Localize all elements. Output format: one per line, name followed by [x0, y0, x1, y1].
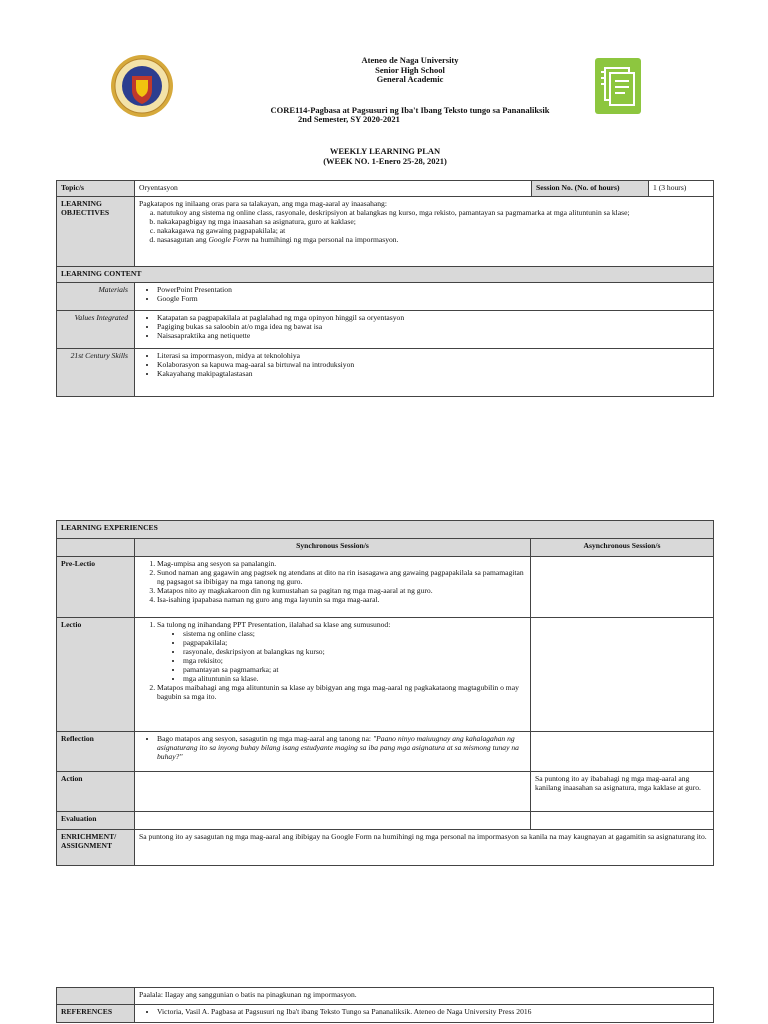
objectives-list [139, 208, 709, 244]
session-value: 1 (3 hours) [649, 181, 714, 197]
list-item: • rasyonale, deskripsiyon at balangkas ng kurso; [183, 647, 526, 656]
content-label: LEARNING CONTENT [57, 267, 714, 283]
objectives-cell [135, 197, 714, 267]
prelectio-async [531, 557, 714, 618]
objective-item: a. natutukoy ang sistema ng online class, rasyonale, deskripsiyon at balangkas ng kurso, mga rekisto, pamantayan sa pagmamarka at mga alituntunin sa klase; [157, 208, 709, 217]
async-header: Asynchronous Session/s [531, 539, 714, 557]
prelectio-list [139, 559, 526, 604]
list-item: • pamantayan sa pagmamarka; at [183, 665, 526, 674]
enrichment-label: ENRICHMENT/ ASSIGNMENT [57, 830, 135, 866]
course-title: CORE114-Pagbasa at Pagsusuri ng Iba't Ibang Teksto tungo sa Pananaliksik [270, 104, 550, 115]
action-sync [135, 772, 531, 812]
experiences-heading: LEARNING EXPERIENCES [57, 521, 714, 539]
list-item: 1. Mag-umpisa ang sesyon sa panalangin. [157, 559, 526, 568]
lectio-sublist [157, 629, 526, 683]
list-item: • mga alituntunin sa klase. [183, 674, 526, 683]
objective-item: b. nakakapagbigay ng mga inaasahan sa asignatura, guro at kaklase; [157, 217, 709, 226]
list-item: • PowerPoint Presentation [157, 285, 709, 294]
values-label: Values Integrated [57, 311, 135, 349]
session-label: Session No. (No. of hours) [532, 181, 649, 197]
action-label: Action [57, 772, 135, 812]
list-item: 2. Sunod naman ang gagawin ang pagtsek ng atendans at dito na rin isasagawa ang gawaing pagpapakilala sa pamamagitan ng pagsagot sa ibibigay na mga tanong ng guro. [157, 568, 526, 586]
reflection-cell [135, 732, 531, 772]
plan-title-week: (WEEK NO. 1-Enero 25-28, 2021) [323, 155, 447, 166]
prelectio-cell [135, 557, 531, 618]
references-list [139, 1007, 709, 1016]
list-item: 1. Sa tulong ng inihandang PPT Presentation, ilalahad sa klase ang sumusunod: • sistema ng online class; • pagpapakilala; • rasyonale, deskripsiyon at balangkas ng kurso; • mga rekisito; • pamantayan sa pagmamarka; at • mga alituntunin sa klase. [157, 620, 526, 683]
note-blank [57, 988, 135, 1005]
prelectio-label: Pre-Lectio [57, 557, 135, 618]
school-name: Senior High School [375, 64, 445, 75]
action-async: Sa puntong ito ay ibabahagi ng mga mag-aaral ang kanilang inaasahan sa asignatura, mga kaklase at guro. [531, 772, 714, 812]
lectio-label: Lectio [57, 618, 135, 732]
list-item: • mga rekisito; [183, 656, 526, 665]
plan-title [250, 147, 520, 166]
list-item: • Kakayahang makipagtalastasan [157, 369, 709, 378]
references-table [56, 987, 714, 1023]
objectives-label: LEARNING OBJECTIVES [57, 197, 135, 267]
values-cell [135, 311, 714, 349]
list-item: 3. Matapos nito ay magkakaroon din ng kumustahan sa pagitan ng mga mag-aaral at ng guro. [157, 586, 526, 595]
list-item: • Google Form [157, 294, 709, 303]
list-item: • Kolaborasyon sa kapuwa mag-aaral sa birtuwal na introduksiyon [157, 360, 709, 369]
corner-cell [57, 539, 135, 557]
university-seal-logo [110, 54, 174, 118]
list-item: • pagpapakilala; [183, 638, 526, 647]
materials-label: Materials [57, 283, 135, 311]
skills-cell [135, 349, 714, 397]
references-cell [135, 1005, 714, 1023]
objective-item: c. nakakagawa ng gawaing pagpapakilala; at [157, 226, 709, 235]
list-item: • Naisasapraktika ang netiquette [157, 331, 709, 340]
list-item: 2. Matapos maibahagi ang mga alituntunin sa klase ay bibigyan ang mga mag-aaral ng pagkakataong magtagubilin o may bagubin sa mga ito. [157, 683, 526, 701]
objectives-intro: Pagkatapos ng inilaang oras para sa talakayan, ang mga mag-aaral ay inaasahang: [139, 199, 387, 208]
list-item: • Pagiging bukas sa saloobin at/o mga idea ng bawat isa [157, 322, 709, 331]
university-name: Ateneo de Naga University [361, 55, 459, 65]
topic-label: Topic/s [57, 181, 135, 197]
skills-label: 21st Century Skills [57, 349, 135, 397]
enrichment-cell: Sa puntong ito ay sasagutan ng mga mag-aaral ang ibibigay na Google Form na humihingi ng mga personal na impormasyon sa kanila na may kaugnayan at gagamitin sa asignaturang ito. [135, 830, 714, 866]
experiences-table [56, 520, 714, 866]
list-item: • Victoria, Vasil A. Pagbasa at Pagsusuri ng Iba't ibang Teksto Tungo sa Pananaliksik. Ateneo de Naga University Press 2016 [157, 1007, 709, 1016]
references-label: REFERENCES [57, 1005, 135, 1023]
values-list [139, 313, 709, 340]
lectio-async [531, 618, 714, 732]
list-item: • Bago matapos ang sesyon, sasagutin ng mga mag-aaral ang tanong na: "Paano ninyo maiuugnay ang kahalagahan ng asignaturang ito sa inyong buhay bilang isang estudyante maging sa iba pang mga asignatura at sa mismong tunay na buhay?" [157, 734, 526, 761]
plan-title-main: WEEKLY LEARNING PLAN [329, 146, 441, 156]
lectio-list [139, 620, 526, 701]
list-item: • Katapatan sa pagpapakilala at paglalahad ng mga opinyon hinggil sa oryentasyon [157, 313, 709, 322]
evaluation-label: Evaluation [57, 812, 135, 830]
materials-cell [135, 283, 714, 311]
plan-table [56, 180, 714, 397]
objective-item: d. nasasagutan ang Google Form na humihingi ng mga personal na impormasyon. [157, 235, 709, 244]
reflection-list [139, 734, 526, 761]
document-header [250, 56, 570, 125]
evaluation-sync [135, 812, 531, 830]
semester: 2nd Semester, SY 2020-2021 [298, 114, 400, 125]
topic-value: Oryentasyon [135, 181, 532, 197]
track-name: General Academic [376, 74, 444, 85]
references-note: Paalala: Ilagay ang sanggunian o batis na pinagkunan ng impormasyon. [135, 988, 714, 1005]
list-item: • Literasi sa impormasyon, midya at teknolohiya [157, 351, 709, 360]
lectio-cell [135, 618, 531, 732]
materials-list [139, 285, 709, 303]
reflection-async [531, 732, 714, 772]
sync-header: Synchronous Session/s [135, 539, 531, 557]
notebook-icon [595, 58, 641, 114]
reflection-label: Reflection [57, 732, 135, 772]
evaluation-async [531, 812, 714, 830]
skills-list [139, 351, 709, 378]
list-item: • sistema ng online class; [183, 629, 526, 638]
list-item: 4. Isa-isahing ipapabasa naman ng guro ang mga layunin sa mga mag-aaral. [157, 595, 526, 604]
